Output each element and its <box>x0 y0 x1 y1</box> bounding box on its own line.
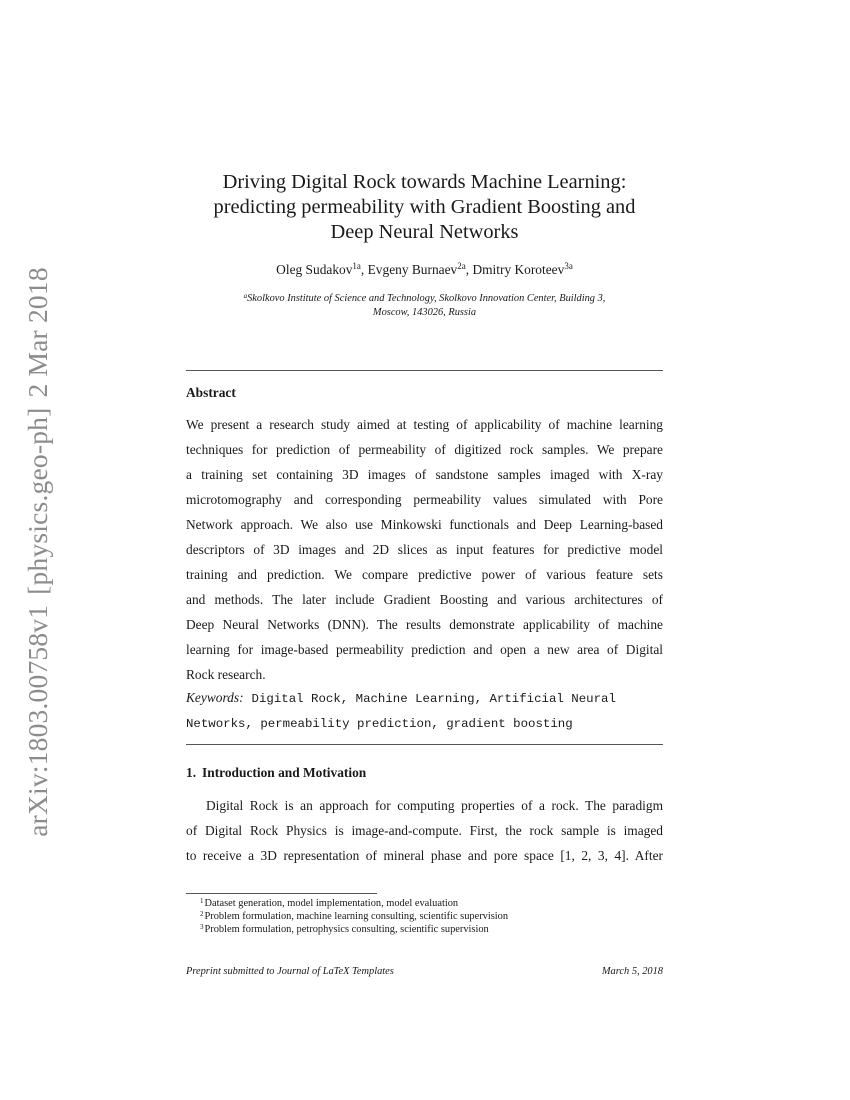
affiliation-mark: a <box>243 292 248 300</box>
abstract-top-rule <box>186 370 663 371</box>
section-body <box>186 797 663 872</box>
section-heading <box>186 765 366 781</box>
affiliation-line <box>186 292 663 306</box>
keywords-label: Keywords: <box>186 690 244 705</box>
footer-preprint-note: Preprint submitted to Journal of LaTeX Templates <box>186 966 394 977</box>
affiliation-line: Moscow, 143026, Russia <box>372 307 477 318</box>
title-line: predicting permeability with Gradient Boosting and <box>213 196 636 218</box>
footnote-text: Problem formulation, machine learning consulting, scientific supervision <box>204 911 509 922</box>
abstract-body <box>186 416 663 691</box>
abstract-line: training and prediction. We compare predictive power of various feature sets <box>186 567 663 582</box>
affiliation <box>186 292 663 320</box>
section-title: Introduction and Motivation <box>202 765 367 780</box>
keywords-text: Networks, permeability prediction, gradient boosting <box>186 717 573 731</box>
author-list <box>186 262 663 278</box>
title-line: Deep Neural Networks <box>330 221 519 243</box>
author-name: Dmitry Koroteev <box>472 262 565 277</box>
title-line: Driving Digital Rock towards Machine Learning: <box>222 171 627 193</box>
abstract-line: and methods. The later include Gradient Boosting and various architectures of <box>186 592 663 607</box>
body-line: Digital Rock is an approach for computing properties of a rock. The paradigm <box>206 798 663 813</box>
footnote-mark: 3 <box>200 923 204 931</box>
footnote-mark: 1 <box>200 897 204 905</box>
footnote <box>200 897 508 910</box>
page-footer <box>186 965 663 979</box>
footer-date: March 5, 2018 <box>601 966 663 977</box>
keywords-text: Digital Rock, Machine Learning, Artificial Neural <box>251 692 616 706</box>
author-separator: , <box>465 262 473 277</box>
abstract-line: Network approach. We also use Minkowski functionals and Deep Learning-based <box>186 517 663 532</box>
section-number: 1. <box>186 765 197 780</box>
arxiv-date: 2 Mar 2018 <box>22 267 53 398</box>
author-affiliation-mark: 2a <box>457 261 466 271</box>
affiliation-text: Skolkovo Institute of Science and Technology, Skolkovo Innovation Center, Building 3, <box>247 293 606 304</box>
abstract-line: We present a research study aimed at testing of applicability of machine learning <box>186 417 663 432</box>
arxiv-category: [physics.geo-ph] <box>22 407 53 595</box>
abstract-line: learning for image-based permeability prediction and open a new area of Digital <box>186 642 663 657</box>
footnote-rule <box>186 893 377 894</box>
arxiv-identifier-stamp <box>22 267 54 837</box>
abstract-line: a training set containing 3D images of sandstone samples imaged with X-ray <box>186 467 663 482</box>
abstract-line: Deep Neural Networks (DNN). The results demonstrate applicability of machine <box>186 617 663 632</box>
abstract-line: descriptors of 3D images and 2D slices as input features for predictive model <box>186 542 663 557</box>
footnote-text: Dataset generation, model implementation, model evaluation <box>204 898 459 909</box>
author-name: Evgeny Burnaev <box>367 262 458 277</box>
arxiv-id: arXiv:1803.00758v1 <box>22 604 53 837</box>
abstract-line: microtomography and corresponding permeability values simulated with Pore <box>186 492 663 507</box>
footnote-text: Problem formulation, petrophysics consulting, scientific supervision <box>204 924 489 935</box>
footnotes <box>200 897 508 936</box>
author-name: Oleg Sudakov <box>276 262 353 277</box>
abstract-line: Rock research. <box>186 667 266 682</box>
author-separator: , <box>360 262 368 277</box>
abstract-bottom-rule <box>186 744 663 745</box>
body-line: of Digital Rock Physics is image-and-compute. First, the rock sample is imaged <box>186 823 663 838</box>
footnote <box>200 923 508 936</box>
body-line: to receive a 3D representation of mineral phase and pore space [1, 2, 3, 4]. After <box>186 848 663 863</box>
footnote <box>200 910 508 923</box>
keywords <box>186 689 663 739</box>
footnote-mark: 2 <box>200 910 204 918</box>
abstract-line: techniques for prediction of permeability of digitized rock samples. We prepare <box>186 442 663 457</box>
author-affiliation-mark: 1a <box>352 261 361 271</box>
keywords-line <box>186 689 663 714</box>
abstract-heading: Abstract <box>186 385 236 400</box>
paper-title <box>186 170 663 245</box>
author-affiliation-mark: 3a <box>564 261 573 271</box>
keywords-line <box>186 714 663 739</box>
